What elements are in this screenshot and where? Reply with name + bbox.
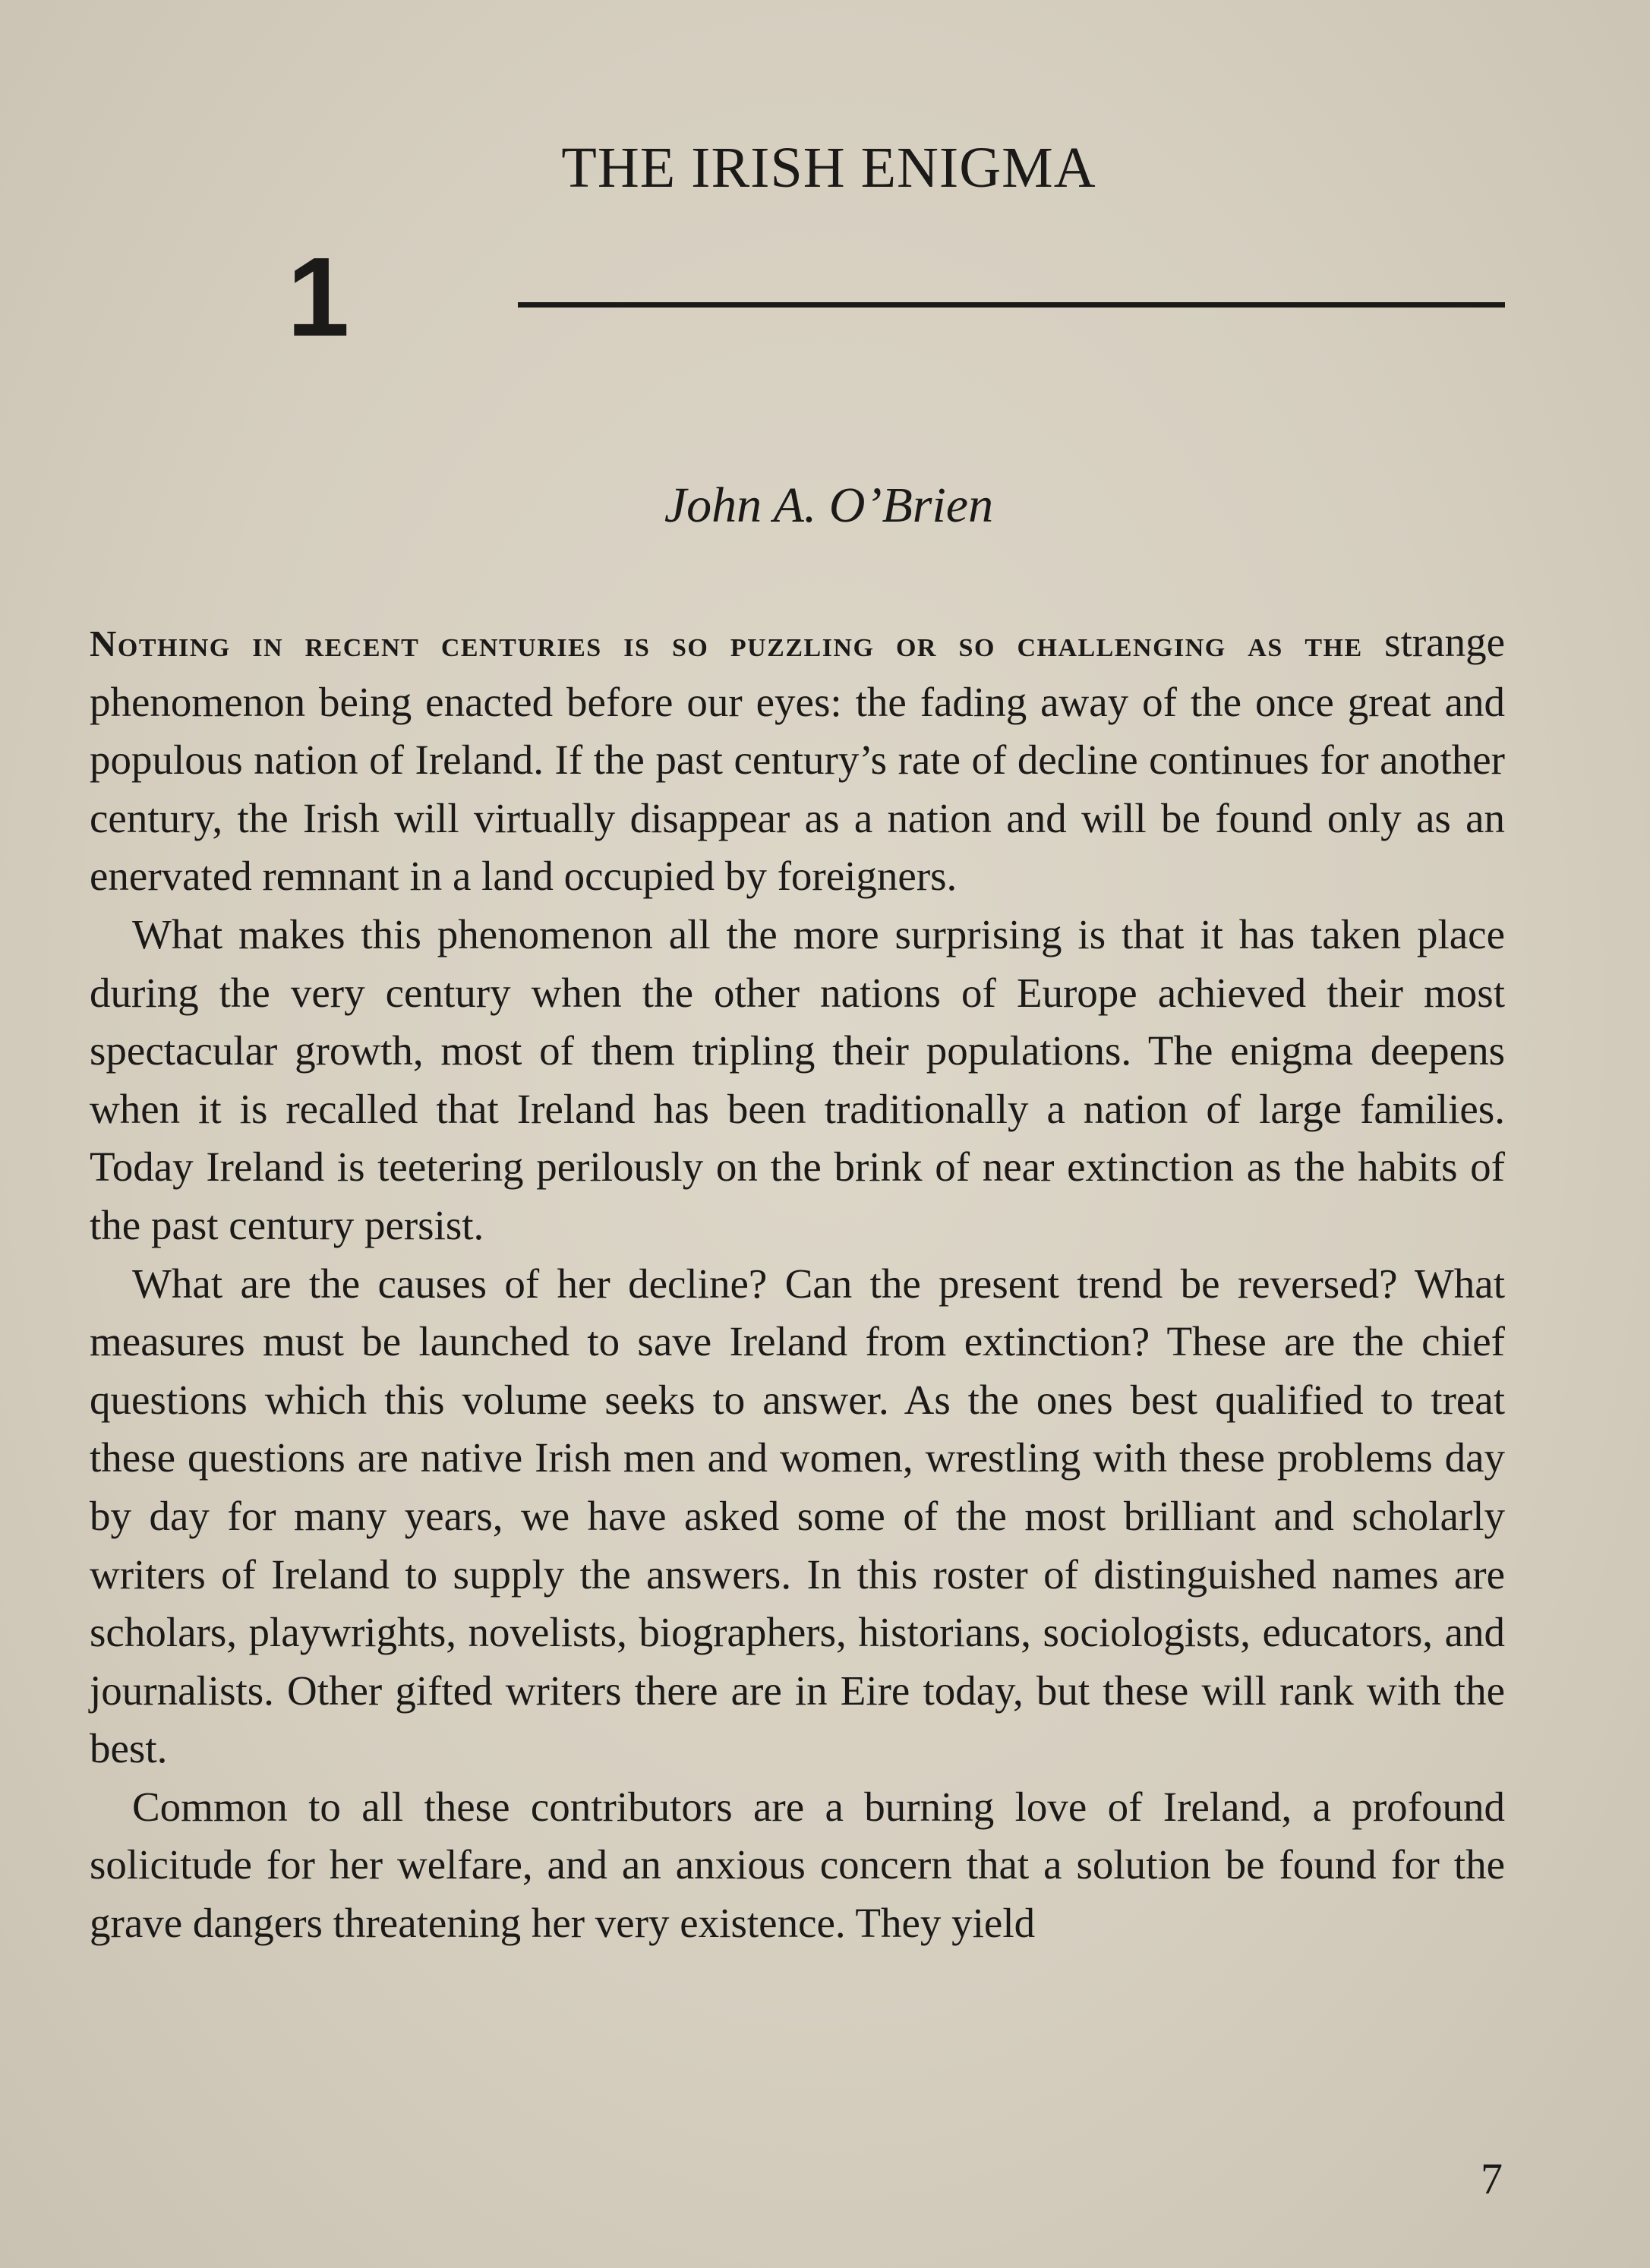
paragraph-text: strange phenomenon being enacted before our eyes: the fading away of the once great and populous nation of Ireland. If the past century’s rate of decline continues for another century, the Irish will virtually disappear as a nation and will be found only as an enervated remnant in a land occupied by foreigners.: [90, 619, 1505, 900]
body-text: [90, 614, 1505, 1953]
paragraph-lead-in: Nothing in recent centuries is so puzzling or so challenging as the: [90, 623, 1363, 664]
paragraph-text: What makes this phenomenon all the more surprising is that it has taken place during the very century when the other nations of Europe achieved their most spectacular growth, most of them tripling their populations. The enigma deepens when it is recalled that Ireland has been traditionally a nation of large families. Today Ireland is teetering perilously on the brink of near extinction as the habits of the past century persist.: [90, 910, 1505, 1248]
author-name: John A. O’Brien: [664, 478, 994, 533]
paragraph: [90, 614, 1505, 906]
paragraph-text: Common to all these contributors are a burning love of Ireland, a profound solicitude for her welfare, and an anxious concern that a solution be found for the grave dangers threatening her very existence. They yield: [90, 1783, 1505, 1947]
page-number: 7: [1481, 2154, 1503, 2203]
chapter-divider-rule: [518, 302, 1505, 308]
chapter-number: 1: [287, 235, 350, 360]
paragraph: [90, 906, 1505, 1255]
paragraph: [90, 1255, 1505, 1778]
chapter-title: THE IRISH ENIGMA: [561, 136, 1096, 200]
paragraph-text: What are the causes of her decline? Can the present trend be reversed? What measures must be launched to save Ireland from extinction? These are the chief questions which this volume seeks to answer. As the ones best qualified to treat these questions are native Irish men and women, wrestling with these problems day by day for many years, we have asked some of the most brilliant and scholarly writers of Ireland to supply the answers. In this roster of distinguished names are scholars, playwrights, novelists, biographers, historians, sociologists, educators, and journalists. Other gifted writers there are in Eire today, but these will rank with the best.: [90, 1260, 1505, 1772]
paragraph: [90, 1778, 1505, 1953]
